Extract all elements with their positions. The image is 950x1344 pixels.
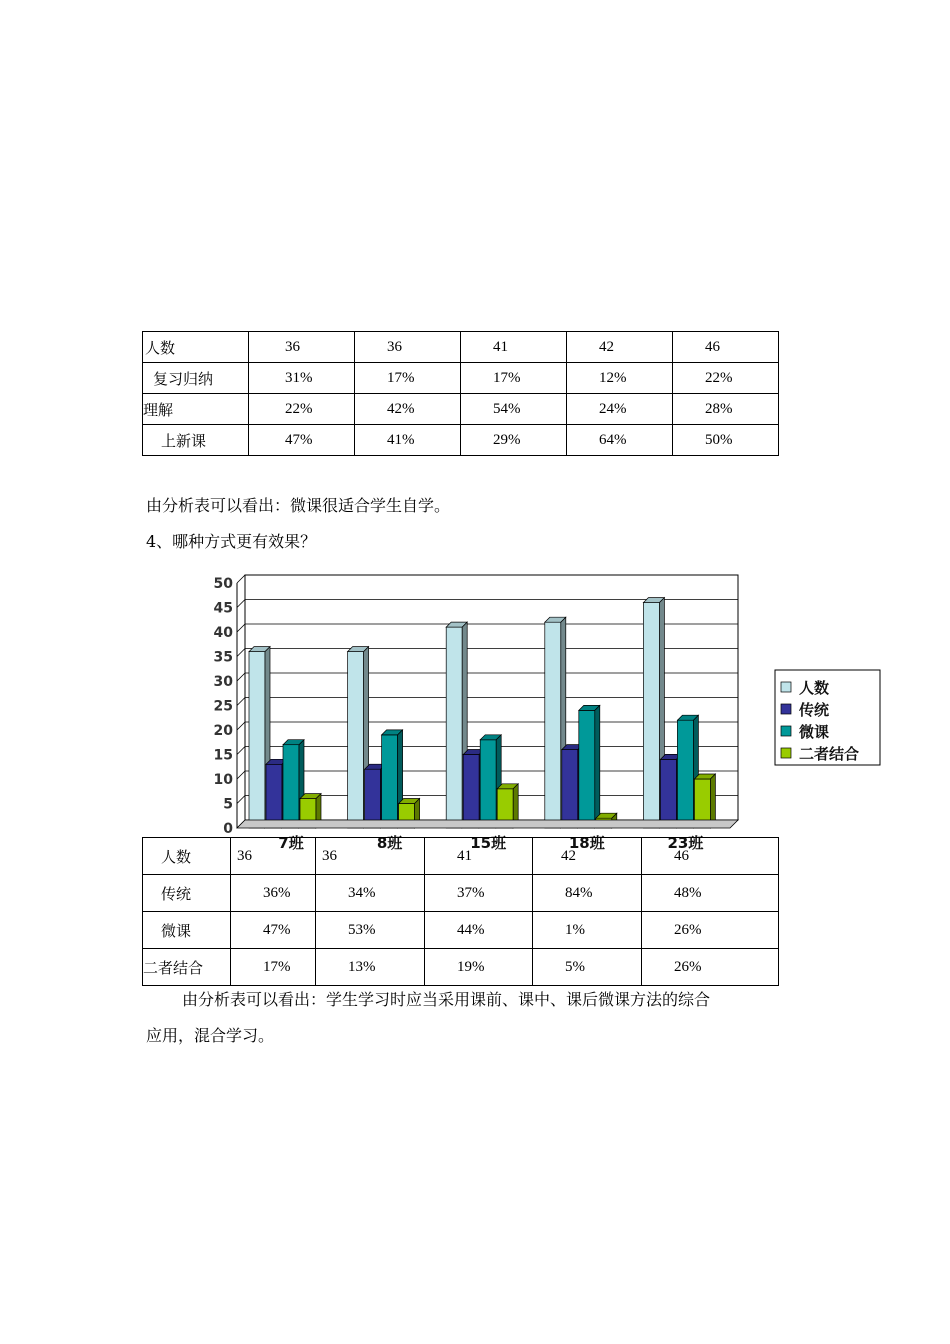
question-heading: 4、哪种方式更有效果？ [146,532,317,551]
bar [283,745,299,828]
legend-label: 传统 [799,701,830,719]
table-row [143,363,779,394]
table-cell: 36% [231,875,316,912]
survey-table-2 [142,837,779,986]
bar [348,652,364,828]
y-tick-label: 45 [213,600,233,617]
table-cell: 54% [461,394,567,425]
legend-swatch [781,748,791,758]
bar [249,652,265,828]
bar-side [595,705,600,828]
table-cell: 36 [316,838,425,875]
table-cell: 44% [425,912,533,949]
table-cell: 17% [231,949,316,986]
table-cell: 19% [425,949,533,986]
table-cell: 64% [567,425,673,456]
x-tick-label: 18班 [568,834,605,850]
legend-label: 二者结合 [799,745,860,763]
x-tick-label: 15班 [470,834,507,850]
table-cell: 50% [673,425,779,456]
table-cell: 31% [249,363,355,394]
table-cell: 48% [642,875,779,912]
row-label: 理解 [143,394,249,425]
table-cell: 5% [533,949,642,986]
table-cell: 42% [355,394,461,425]
table-cell: 37% [425,875,533,912]
table-cell: 47% [249,425,355,456]
table-row [143,394,779,425]
x-tick-label: 7班 [278,834,304,850]
table-cell: 12% [567,363,673,394]
table-row [143,875,779,912]
y-tick-label: 40 [213,625,233,641]
bar [643,603,659,828]
table-cell: 28% [673,394,779,425]
legend-label: 人数 [799,679,830,697]
y-tick-label: 15 [213,747,233,764]
bar [677,720,693,828]
y-tick-label: 25 [213,698,233,715]
y-tick-label: 20 [213,723,233,739]
x-tick-label: 8班 [376,834,403,850]
y-tick-label: 5 [223,796,233,813]
y-tick-label: 30 [213,674,233,690]
chart-legend [775,670,880,765]
table-cell: 13% [316,949,425,986]
table-row [143,332,779,363]
table-cell: 84% [533,875,642,912]
row-label: 上新课 [143,425,249,456]
table-cell: 24% [567,394,673,425]
table-cell: 29% [461,425,567,456]
table-cell: 26% [642,949,779,986]
row-label: 微课 [143,912,231,949]
bar [480,740,496,828]
table-cell: 46 [673,332,779,363]
row-label: 人数 [143,838,231,875]
y-tick-label: 10 [213,772,233,788]
table-cell: 41 [425,838,533,875]
table-cell: 34% [316,875,425,912]
conclusion-text-2: 由分析表可以看出：学生学习时应当采用课前、课中、课后微课方法的综合 [182,990,711,1009]
table-row [143,949,779,986]
row-label: 复习归纳 [143,363,249,394]
table-row [143,425,779,456]
conclusion-text-1: 由分析表可以看出：微课很适合学生自学。 [146,496,451,515]
bar [365,769,381,828]
method-effect-bar-chart [200,570,900,850]
table-cell: 42 [567,332,673,363]
table-cell: 1% [533,912,642,949]
y-tick-label: 35 [213,649,233,666]
x-tick-label: 23班 [667,834,704,850]
table-cell: 22% [673,363,779,394]
table-cell: 36 [249,332,355,363]
table-cell: 17% [461,363,567,394]
table-cell: 47% [231,912,316,949]
chart-floor [237,820,738,828]
table-cell: 26% [642,912,779,949]
legend-swatch [781,682,791,692]
table-row [143,838,779,875]
bar [545,622,561,828]
table-cell: 36 [231,838,316,875]
table-row [143,912,779,949]
table-cell: 41% [355,425,461,456]
row-label: 传统 [143,875,231,912]
table-cell: 36 [355,332,461,363]
table-cell: 42 [533,838,642,875]
survey-table-1 [142,331,779,456]
bar [382,735,398,828]
bar [463,755,479,829]
legend-swatch [781,704,791,714]
bar [660,759,676,828]
row-label: 人数 [143,332,249,363]
y-tick-label: 0 [223,821,233,837]
bar [579,710,595,828]
legend-swatch [781,726,791,736]
row-label: 二者结合 [143,949,231,986]
conclusion-text-2-cont: 应用，混合学习。 [146,1026,275,1045]
table-cell: 17% [355,363,461,394]
y-tick-label: 50 [213,576,233,592]
legend-label: 微课 [799,723,830,741]
bar [562,750,578,828]
bar [446,627,462,828]
table-cell: 53% [316,912,425,949]
bar [266,764,282,828]
table-cell: 46 [642,838,779,875]
table-cell: 41 [461,332,567,363]
table-cell: 22% [249,394,355,425]
